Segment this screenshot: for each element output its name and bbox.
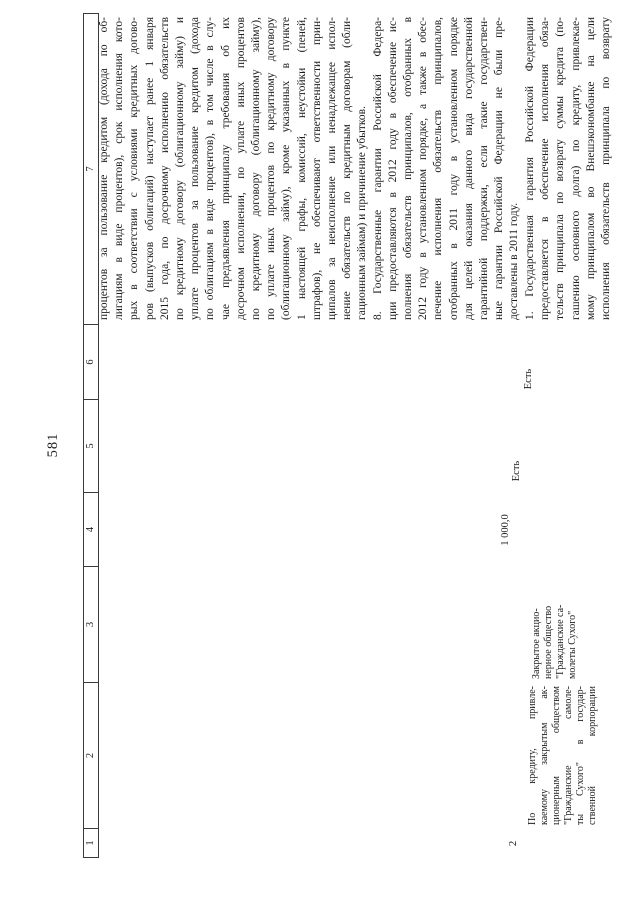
text-line: ционерным обществом [551, 686, 562, 825]
row2-col5-value: Есть [511, 460, 522, 482]
text-line: ты Сухого" в государ- [575, 686, 586, 825]
text-line: досрочном исполнении, по уплате иных процентов [234, 17, 247, 320]
text-line: По кредиту, привле- [527, 686, 538, 825]
page-number: 581 [45, 432, 61, 458]
text-line: 2012 году в установленном порядке, а также в обес- [417, 17, 430, 320]
row1-col7-conditions-text [97, 17, 523, 320]
text-line: молеты Сухого" [567, 610, 578, 679]
text-line: 8. Государственные гарантии Российской Федера- [371, 17, 384, 320]
text-line: по кредитному договору (облигационному займу) и [174, 17, 187, 320]
row2-col2-credit-purpose-text [527, 686, 599, 825]
text-line: ные гарантии Российской Федерации не были пре- [493, 17, 506, 320]
text-line: по уплате иных процентов по кредитному договору [265, 17, 278, 320]
text-line: для целей оказания данного вида государственной [462, 17, 475, 320]
row2-col4-guarantee-amount: 1 000,0 [500, 514, 511, 546]
column-number-4: 4 [84, 492, 98, 566]
text-line: 1 настоящей графы, комиссий, неустойки (пеней, [295, 17, 308, 320]
column-number-1: 1 [84, 828, 98, 857]
text-line: Закрытое акцио- [531, 608, 542, 679]
column-number-5: 5 [84, 399, 98, 492]
text-line: гашению основного долга) по кредиту, привлекае- [569, 17, 582, 320]
text-line: доставлены в 2011 году. [508, 202, 521, 320]
text-line: нерное общество [543, 605, 554, 679]
text-line: (облигационному займу), кроме указанных в пункте [280, 17, 293, 320]
text-line: мому принципалом во Внешэкономбанке на цели [584, 17, 597, 320]
row2-col6-value: Есть [523, 368, 534, 390]
text-line: ственной корпорации [587, 686, 598, 825]
column-number-2: 2 [84, 682, 98, 828]
column-number-3: 3 [84, 566, 98, 682]
row2-col7-conditions-text [523, 17, 614, 320]
text-line: полнения обязательств принципалов, отобранных в [402, 17, 415, 320]
text-line: гационным займам) и причинение убытков. [356, 106, 369, 320]
text-line: предоставляется в обеспечение исполнения обяза- [539, 17, 552, 320]
text-line: каемому закрытым ак- [539, 686, 550, 825]
text-line: по облигациям в виде процентов), в том числе в слу- [204, 17, 217, 320]
text-line: печение исполнения обязательств принципалов, [432, 17, 445, 320]
text-line: штрафов), не обеспечивают ответственности прин- [310, 17, 323, 320]
text-line: отобранных в 2011 году в установленном порядке [447, 17, 460, 320]
text-line: "Гражданские са- [555, 604, 566, 679]
column-number-7: 7 [85, 166, 96, 172]
text-line: чае предъявления принципалу требования об их [219, 17, 232, 320]
row2-col1-item-number: 2 [507, 840, 519, 847]
text-line: тельств принципала по возврату суммы кредита (по- [554, 17, 567, 320]
text-line: по кредитному договору (облигационному займу), [250, 17, 263, 320]
text-line: нение обязательств по кредитным договорам (обли- [341, 17, 354, 320]
text-line: процентов за пользование кредитом (дохода по об- [98, 17, 110, 320]
column-number-6: 6 [84, 324, 98, 399]
text-line: "Гражданские самоле- [563, 686, 574, 825]
text-line: уплате процентов за пользование кредитом (дохода [189, 17, 202, 320]
text-line: 1. Государственная гарантия Российской Федерации [524, 17, 536, 320]
text-line: исполнения обязательств принципала по возврату [600, 17, 613, 320]
text-line: лигациям в виде процентов), срок исполнения кото- [113, 17, 126, 320]
text-line: рых в соответствии с условиями кредитных догово- [128, 17, 141, 320]
text-line: гарантийной поддержки, если такие государствен- [478, 17, 491, 320]
text-line: ципалов за неисполнение или ненадлежащее испол- [326, 17, 339, 320]
text-line: 2015 года, по досрочному исполнению обязательств [158, 17, 171, 320]
text-line: ров (выпусков облигаций) наступает ранее 1 января [143, 17, 156, 320]
row2-col3-principal-name-text [531, 577, 579, 679]
text-line: ции предоставляются в 2012 году в обеспечение ис- [386, 17, 399, 320]
